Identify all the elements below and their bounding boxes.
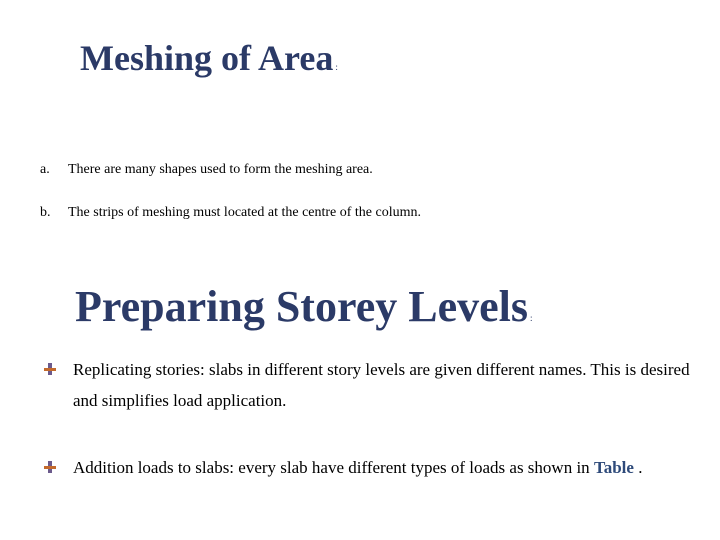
table-link[interactable]: Table [593,458,634,477]
list-item-text: Replicating stories: slabs in different story levels are given different names. This is desired and simplifies load application. [73,360,690,410]
section-title-text: Meshing of Area [80,38,334,78]
list-item-text-before: Addition loads to slabs: every slab have different types of loads as shown in [73,458,594,477]
section-title-storey-levels [75,282,533,331]
title-colon: : [335,62,338,72]
section-title-text: Preparing Storey Levels [75,282,528,331]
list-item [40,203,421,223]
list-item [44,452,694,483]
title-colon: : [529,313,533,323]
list-item [44,354,694,416]
meshing-list [40,160,421,246]
storey-levels-list [44,354,694,483]
list-marker: b. [40,205,51,220]
list-item-text: There are many shapes used to form the meshing area. [68,162,373,177]
list-item-text: The strips of meshing must located at the centre of the column. [68,205,422,220]
cross-bullet-icon [44,363,56,375]
section-title-meshing [80,40,338,76]
list-item-text-after: . [633,458,643,477]
cross-bullet-icon [44,461,56,473]
list-marker: a. [40,162,50,177]
list-item [40,160,421,180]
